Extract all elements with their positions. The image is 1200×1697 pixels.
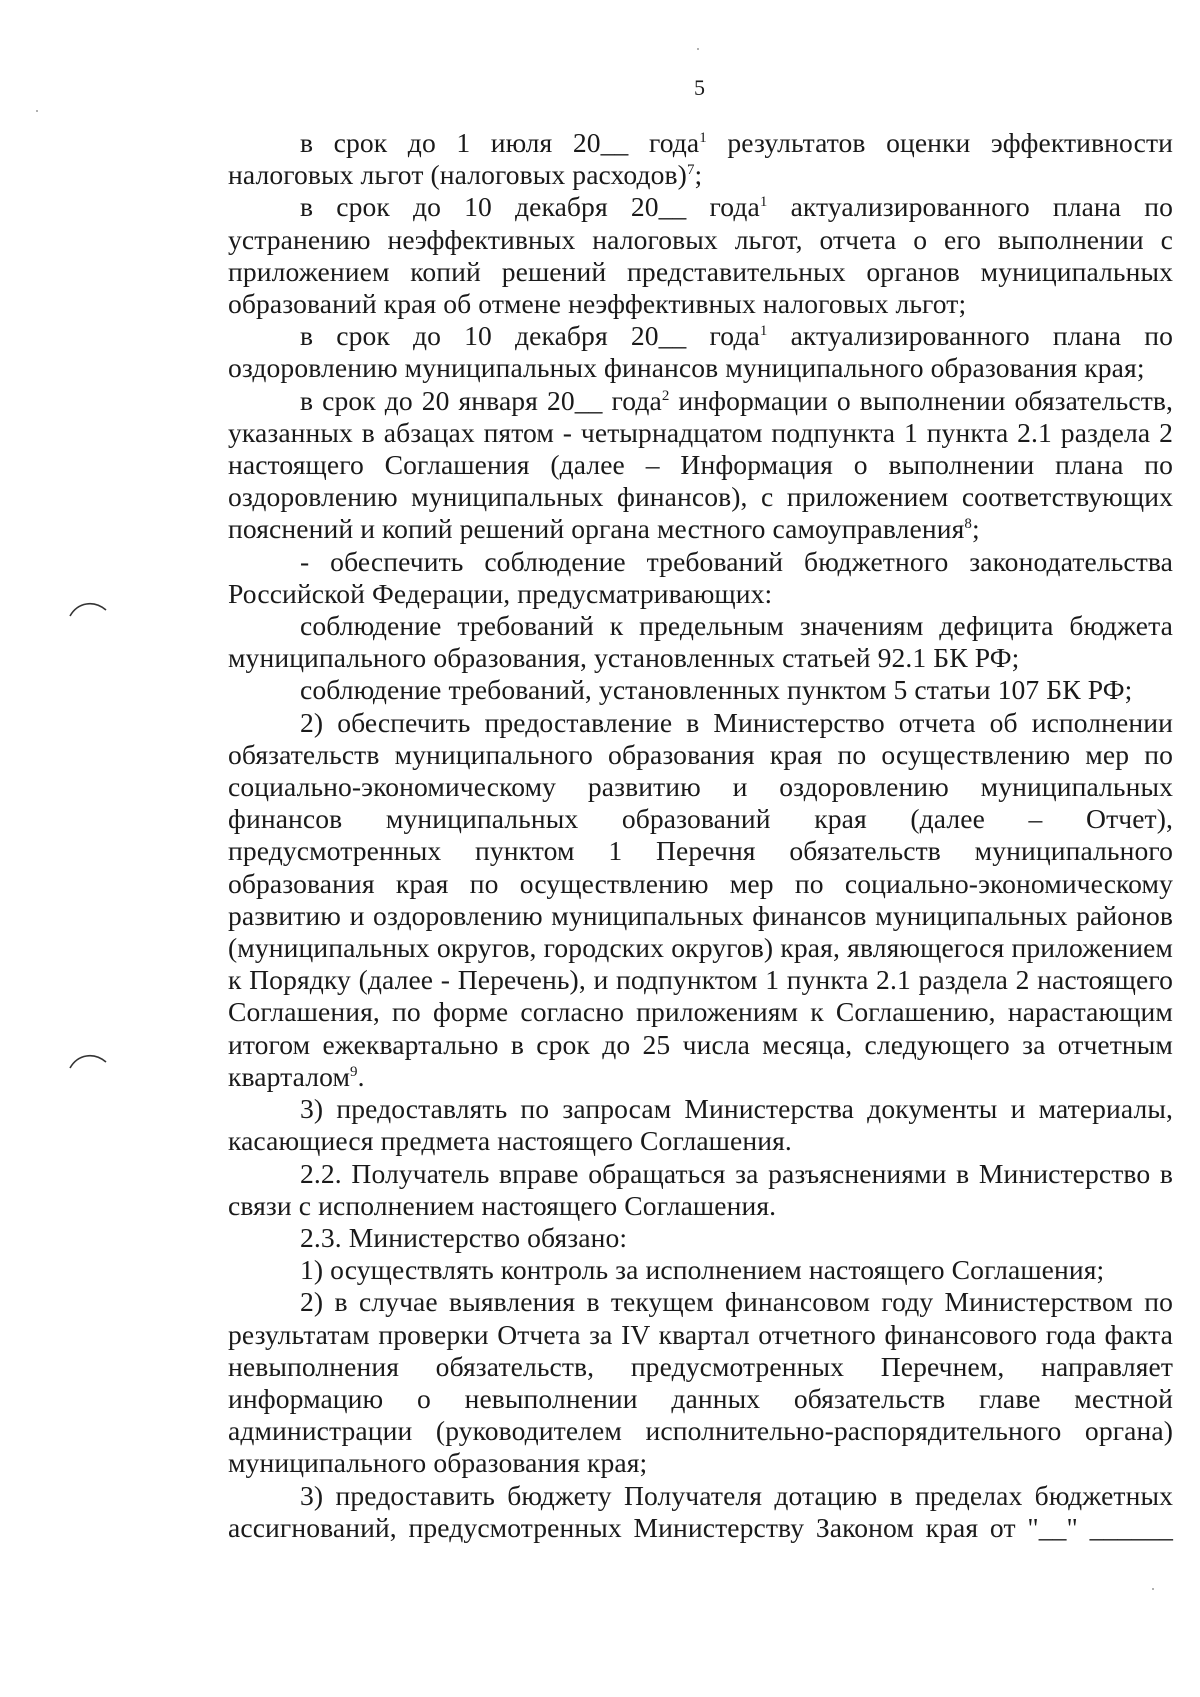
footnote-ref: 1 [759, 323, 768, 340]
paragraph-text: соблюдение требований к предельным значениям дефицита бюджета муниципального образования, установленных статьей 92.1 БК РФ; [228, 610, 1173, 674]
paragraph [228, 385, 1173, 546]
page-number: 5 [694, 75, 705, 100]
paragraph-text: 2) обеспечить предоставление в Министерство отчета об исполнении обязательств муниципального образования края по осуществлению мер по социально-экономическому развитию и оздоровлению муниципальных финансов муниципальных образований края (далее – Отчет), предусмотренных пунктом 1 Перечня обязательств муниципального образования края по осуществлению мер по социально-экономическому развитию и оздоровлению муниципальных финансов муниципальных районов (муниципальных округов, городских округов) края, являющегося приложением к Порядку (далее - Перечень), и подпунктом 1 пункта 2.1 раздела 2 настоящего Соглашения, по форме согласно приложениям к Соглашению, нарастающим итогом ежеквартально в срок до 25 числа месяца, следующего за отчетным кварталом [228, 706, 1173, 1092]
footnote-ref: 9 [350, 1063, 358, 1080]
paragraph-text: результатов оценки эффективности налоговых льгот (налоговых расходов) [228, 127, 1173, 191]
paragraph-text: 3) предоставлять по запросам Министерства документы и материалы, касающиеся предмета настоящего Соглашения. [228, 1093, 1173, 1157]
paragraph-text: в срок до 20 января 20__ года [300, 384, 662, 416]
footnote-ref: 1 [699, 129, 707, 146]
scan-speck [36, 110, 38, 112]
paragraph-text: в срок до 10 декабря 20__ года [300, 191, 760, 223]
paragraph [228, 707, 1173, 1093]
paragraph-text: информации о выполнении обязательств, указанных в абзацах пятом - четырнадцатом подпункта 1 пункта 2.1 раздела 2 настоящего Соглашения (далее – Информация о выполнении плана по оздоровлению муниципальных финансов), с приложением соответствующих пояснений и копий решений органа местного самоуправления [228, 384, 1173, 545]
paragraph-text: актуализированного плана по устранению неэффективных налоговых льгот, отчета о его выполнении с приложением копий решений представительных органов муниципальных образований края об отмене неэффективных налоговых льгот; [228, 191, 1173, 320]
paragraph [228, 1093, 1173, 1157]
paragraph [228, 610, 1173, 674]
paragraph [228, 546, 1173, 610]
binding-hole-mark [68, 1050, 108, 1072]
paragraph-text: актуализированного плана по оздоровлению муниципальных финансов муниципального образования края; [228, 320, 1173, 384]
paragraph-text: в срок до 1 июля 20__ года [300, 127, 700, 158]
paragraph-text: ; [972, 513, 980, 545]
footnote-ref: 8 [964, 516, 973, 533]
scan-speck [1152, 1588, 1154, 1590]
paragraph-text: 2) в случае выявления в текущем финансовом году Министерством по результатам проверки Отчета за IV квартал отчетного финансового года факта невыполнения обязательств, предусмотренных Перечнем, направляет информацию о невыполнении данных обязательств главе местной администрации (руководителем исполнительно-распорядительного органа) муниципального образования края; [228, 1286, 1173, 1479]
paragraph-text: 3) предоставить бюджету Получателя дотацию в пределах бюджетных ассигнований, предусмотренных Министерству Законом края от "__" ______ [228, 1479, 1173, 1543]
scan-speck [697, 48, 699, 50]
paragraph-text: соблюдение требований, установленных пунктом 5 статьи 107 БК РФ; [300, 674, 1133, 706]
footnote-ref: 7 [686, 162, 695, 179]
paragraph [228, 191, 1173, 320]
paragraph [228, 1158, 1173, 1222]
paragraph-text: в срок до 10 декабря 20__ года [300, 320, 760, 352]
paragraph [228, 1480, 1173, 1544]
footnote-ref: 1 [759, 194, 768, 211]
paragraph-text: - обеспечить соблюдение требований бюджетного законодательства Российской Федерации, предусматривающих: [228, 545, 1173, 609]
paragraph [228, 1254, 1173, 1286]
binding-hole-mark [68, 598, 108, 620]
footnote-ref: 2 [661, 387, 670, 404]
paragraph-text: ; [694, 159, 703, 191]
paragraph-text: 1) осуществлять контроль за исполнением настоящего Соглашения; [300, 1254, 1105, 1286]
document-body [228, 127, 1173, 1544]
paragraph-text: 2.2. Получатель вправе обращаться за разъяснениями в Министерство в связи с исполнением настоящего Соглашения. [228, 1157, 1173, 1221]
paragraph [228, 320, 1173, 384]
paragraph [228, 127, 1173, 191]
paragraph [228, 674, 1173, 706]
paragraph-text: . [357, 1060, 365, 1092]
paragraph-text: 2.3. Министерство обязано: [300, 1221, 628, 1253]
paragraph [228, 1222, 1173, 1254]
paragraph [228, 1286, 1173, 1479]
